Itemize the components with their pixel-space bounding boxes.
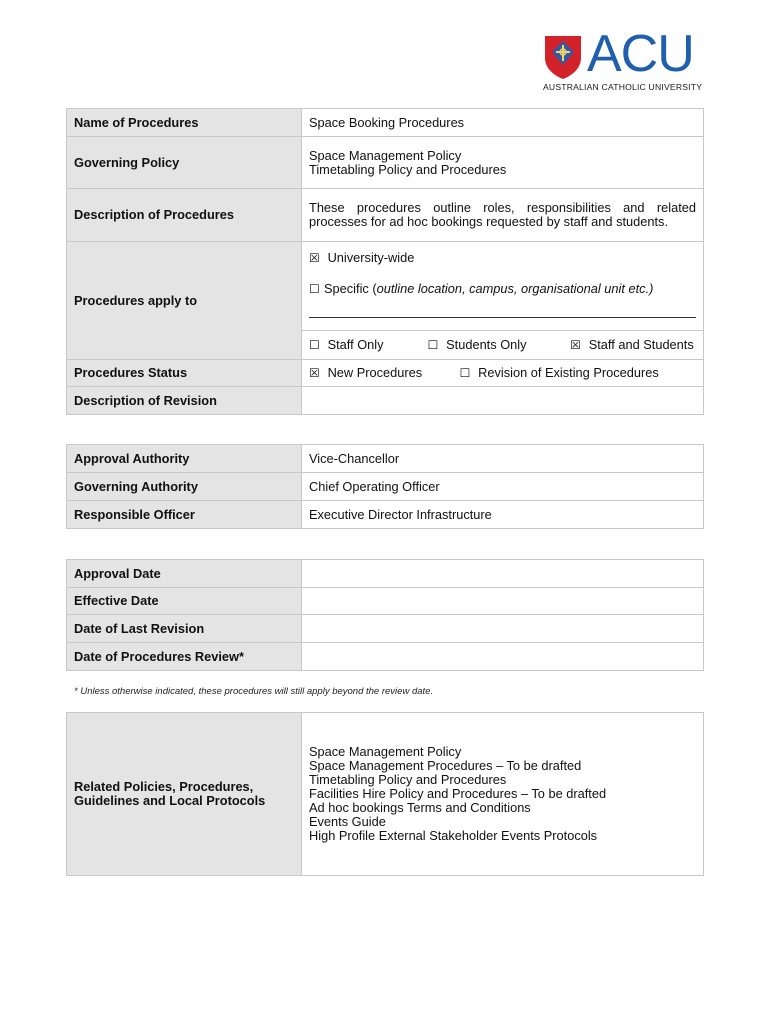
new-procedures-option[interactable] — [309, 366, 456, 380]
related-policies-label — [67, 713, 302, 876]
description-of-revision-label: Description of Revision — [67, 387, 302, 415]
governing-policy-value — [302, 137, 704, 189]
related-policies-label-line: Guidelines and Local Protocols — [74, 793, 266, 808]
acu-logo — [543, 25, 723, 100]
university-wide-option[interactable] — [309, 251, 696, 265]
specific-label-italic: outline location, campus, organisational unit etc.) — [376, 281, 654, 296]
new-procedures-checkbox[interactable]: ☒ — [309, 366, 320, 380]
approval-date-value[interactable] — [302, 560, 704, 588]
procedures-apply-to-label: Procedures apply to — [67, 242, 302, 360]
procedure-details-table — [66, 108, 704, 415]
date-of-last-revision-label: Date of Last Revision — [67, 615, 302, 643]
table-row — [67, 109, 704, 137]
procedures-status-label: Procedures Status — [67, 360, 302, 387]
staff-and-students-checkbox[interactable]: ☒ — [570, 338, 581, 352]
staff-only-checkbox[interactable]: ☐ — [309, 338, 320, 352]
list-item: Space Management Policy — [309, 744, 462, 759]
apply-scope-cell — [302, 242, 704, 331]
effective-date-label: Effective Date — [67, 588, 302, 615]
university-wide-label: University-wide — [327, 250, 415, 265]
specific-option[interactable] — [309, 282, 696, 296]
list-item: High Profile External Stakeholder Events Protocols — [309, 828, 598, 843]
table-row — [67, 643, 704, 671]
responsible-officer-value: Executive Director Infrastructure — [302, 501, 704, 529]
students-only-checkbox[interactable]: ☐ — [427, 338, 439, 352]
table-row — [67, 713, 704, 876]
related-documents-table — [66, 712, 704, 876]
staff-and-students-option[interactable] — [570, 338, 694, 352]
governing-policy-item: Timetabling Policy and Procedures — [309, 161, 507, 177]
list-item: Facilities Hire Policy and Procedures – To be drafted — [309, 786, 607, 801]
date-of-last-revision-value[interactable] — [302, 615, 704, 643]
revision-checkbox[interactable]: ☐ — [459, 366, 471, 380]
logo-wordmark: ACU — [587, 25, 694, 83]
specific-entry-line[interactable] — [309, 316, 696, 318]
governing-authority-value: Chief Operating Officer — [302, 473, 704, 501]
acu-shield-icon — [543, 34, 583, 80]
description-of-procedures-value: These procedures outline roles, responsibilities and related processes for ad hoc bookings requested by staff and students. — [302, 189, 704, 242]
approval-authority-label: Approval Authority — [67, 445, 302, 473]
effective-date-value[interactable] — [302, 588, 704, 615]
description-of-procedures-label: Description of Procedures — [67, 189, 302, 242]
logo-subtitle: AUSTRALIAN CATHOLIC UNIVERSITY — [543, 82, 703, 92]
procedures-status-cell — [302, 360, 704, 387]
students-only-label: Students Only — [446, 337, 527, 352]
new-procedures-label: New Procedures — [327, 365, 423, 380]
governing-policy-item: Space Management Policy — [309, 147, 462, 163]
specific-label: Specific ( — [324, 281, 377, 296]
students-only-option[interactable] — [428, 338, 567, 352]
table-row — [67, 360, 704, 387]
table-row — [67, 242, 704, 331]
table-row — [67, 189, 704, 242]
specific-checkbox[interactable]: ☐ — [309, 282, 320, 296]
list-item: Timetabling Policy and Procedures — [309, 772, 507, 787]
related-policies-list — [302, 713, 704, 876]
list-item: Ad hoc bookings Terms and Conditions — [309, 800, 531, 815]
staff-only-option[interactable] — [309, 338, 424, 352]
staff-only-label: Staff Only — [327, 337, 384, 352]
table-row — [67, 473, 704, 501]
approval-date-label: Approval Date — [67, 560, 302, 588]
dates-table — [66, 559, 704, 671]
name-of-procedures-value: Space Booking Procedures — [302, 109, 704, 137]
university-wide-checkbox[interactable]: ☒ — [309, 251, 320, 265]
approval-authority-value: Vice-Chancellor — [302, 445, 704, 473]
name-of-procedures-label: Name of Procedures — [67, 109, 302, 137]
date-of-procedures-review-value[interactable] — [302, 643, 704, 671]
governing-authority-label: Governing Authority — [67, 473, 302, 501]
audience-options-cell — [302, 331, 704, 360]
table-row — [67, 560, 704, 588]
table-row — [67, 501, 704, 529]
table-row — [67, 615, 704, 643]
table-row — [67, 445, 704, 473]
responsible-officer-label: Responsible Officer — [67, 501, 302, 529]
staff-and-students-label: Staff and Students — [588, 337, 694, 352]
date-of-procedures-review-label: Date of Procedures Review* — [67, 643, 302, 671]
revision-option[interactable] — [460, 366, 659, 380]
table-row — [67, 387, 704, 415]
description-of-revision-value[interactable] — [302, 387, 704, 415]
revision-label: Revision of Existing Procedures — [478, 365, 659, 380]
governing-policy-label: Governing Policy — [67, 137, 302, 189]
table-row — [67, 137, 704, 189]
list-item: Events Guide — [309, 814, 386, 829]
table-row — [67, 588, 704, 615]
authority-table — [66, 444, 704, 529]
review-date-footnote: * Unless otherwise indicated, these procedures will still apply beyond the review date. — [74, 686, 434, 697]
related-policies-label-line: Related Policies, Procedures, — [74, 779, 254, 794]
list-item: Space Management Procedures – To be drafted — [309, 758, 582, 773]
